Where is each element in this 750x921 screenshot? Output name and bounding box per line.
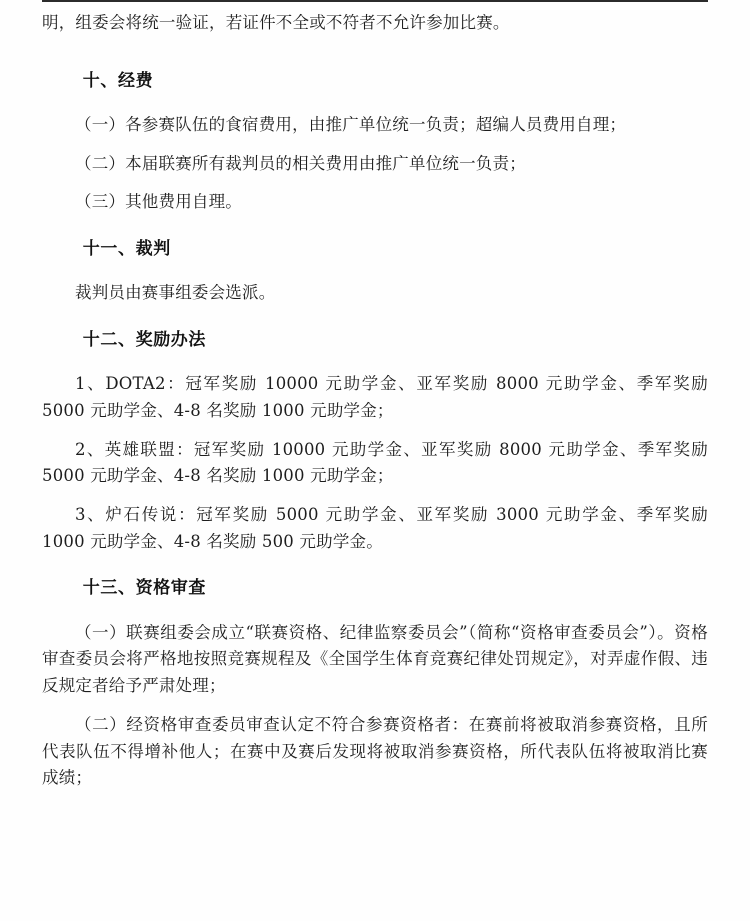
spacer [42, 177, 708, 189]
section-heading-referee: 十一、裁判 [82, 239, 171, 260]
paragraph: 2、英雄联盟：冠军奖励 10000 元助学金、亚军奖励 8000 元助学金、季军奖励 5000 元助学金、4-8 名奖励 1000 元助学金； [42, 439, 708, 486]
paragraph: 3、炉石传说：冠军奖励 5000 元助学金、亚军奖励 3000 元助学金、季军奖励 1000 元助学金、4-8 名奖励 500 元助学金。 [42, 505, 708, 551]
spacer [42, 263, 708, 280]
spacer [42, 139, 708, 151]
paragraph: （一）联赛组委会成立“联赛资格、纪律监察委员会”（简称“资格审查委员会”）。资格审查委员会将严格地按照竞赛规程及《全国学生体育竞赛纪律处罚规定》，对弄虚作假、违反规定者给予严肃处理； [42, 622, 708, 696]
paragraph: （二）本届联赛所有裁判员的相关费用由推广单位统一负责； [75, 153, 526, 173]
section-heading-qualification-review: 十三、资格审查 [82, 578, 206, 599]
partial-paragraph-top: 明，组委会将统一验证，若证件不全或不符者不允许参加比赛。 [42, 13, 510, 32]
spacer [42, 700, 708, 712]
spacer [42, 490, 708, 502]
paragraph: （三）其他费用自理。 [75, 192, 242, 212]
spacer [42, 555, 708, 575]
spacer [42, 307, 708, 327]
spacer [42, 603, 708, 620]
spacer [42, 95, 708, 112]
paragraph: 1、DOTA2：冠军奖励 10000 元助学金、亚军奖励 8000 元助学金、季军奖励 5000 元助学金、4-8 名奖励 1000 元助学金； [42, 374, 708, 420]
document-body [42, 0, 708, 792]
paragraph: （一）各参赛队伍的食宿费用，由推广单位统一负责；超编人员费用自理； [75, 114, 627, 134]
spacer [42, 216, 708, 236]
paragraph: （二）经资格审查委员审查认定不符合参赛资格者：在赛前将被取消参赛资格，且所代表队伍不得增补他人；在赛中及赛后发现将被取消参赛资格，所代表队伍将被取消比赛成绩； [42, 714, 708, 788]
spacer [42, 51, 708, 68]
paragraph: 裁判员由赛事组委会选派。 [75, 283, 276, 303]
section-heading-awards: 十二、奖励办法 [82, 329, 206, 350]
spacer [42, 354, 708, 371]
spacer [42, 425, 708, 437]
section-heading-funding: 十、经费 [82, 70, 154, 91]
page-top-rule [42, 0, 708, 2]
